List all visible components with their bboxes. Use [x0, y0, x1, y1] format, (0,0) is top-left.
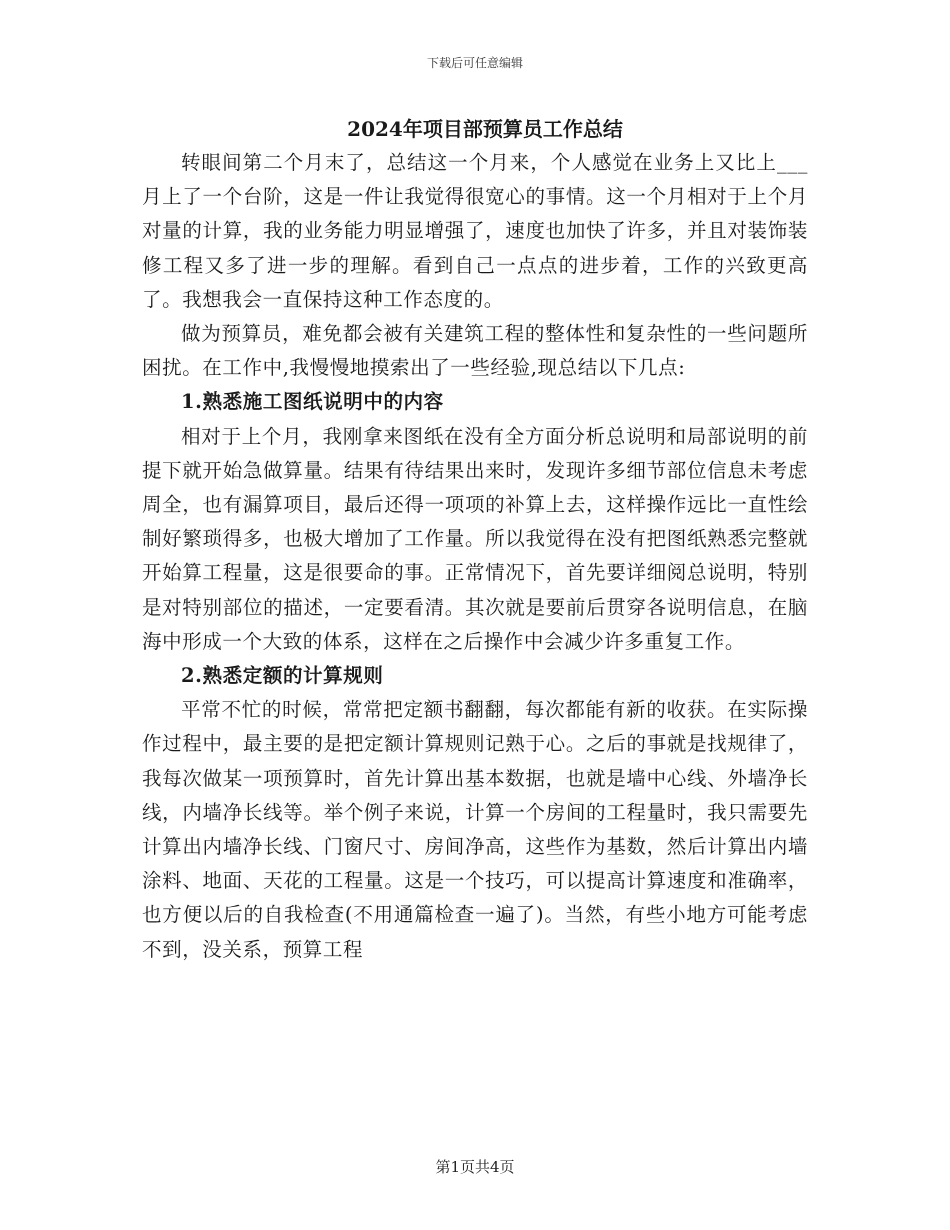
intro-paragraph-1: 转眼间第二个月末了，总结这一个月来，个人感觉在业务上又比上___月上了一个台阶，这是一件让我觉得很宽心的事情。这一个月相对于上个月对量的计算，我的业务能力明显增强了，速度也加快了许多，并且对装饰装修工程又多了进一步的理解。看到自己一点点的进步着，工作的兴致更高了。我想我会一直保持这种工作态度的。 [142, 151, 808, 311]
section-1-paragraph: 相对于上个月，我刚拿来图纸在没有全方面分析总说明和局部说明的前提下就开始急做算量。结果有待结果出来时，发现许多细节部位信息未考虑周全，也有漏算项目，最后还得一项项的补算上去，这样操作远比一直性绘制好繁琐得多，也极大增加了工作量。所以我觉得在没有把图纸熟悉完整就开始算工程量，这是很要命的事。正常情况下，首先要详细阅总说明，特别是对特别部位的描述，一定要看清。其次就是要前后贯穿各说明信息，在脑海中形成一个大致的体系，这样在之后操作中会减少许多重复工作。 [142, 424, 808, 653]
header-note: 下载后可任意编辑 [426, 56, 523, 70]
document-body [142, 112, 808, 967]
section-2-heading: 2.熟悉定额的计算规则 [181, 664, 384, 688]
intro-paragraph-2: 做为预算员，难免都会被有关建筑工程的整体性和复杂性的一些问题所困扰。在工作中,我慢慢地摸索出了一些经验,现总结以下几点: [142, 322, 808, 380]
section-1-heading: 1.熟悉施工图纸说明中的内容 [181, 390, 444, 414]
page-number: 第1页共4页 [435, 1158, 515, 1176]
section-2-paragraph: 平常不忙的时候，常常把定额书翻翻，每次都能有新的收获。在实际操作过程中，最主要的是把定额计算规则记熟于心。之后的事就是找规律了，我每次做某一项预算时，首先计算出基本数据，也就是墙中心线、外墙净长线，内墙净长线等。举个例子来说，计算一个房间的工程量时，我只需要先计算出内墙净长线、门窗尺寸、房间净高，这些作为基数，然后计算出内墙涂料、地面、天花的工程量。这是一个技巧，可以提高计算速度和准确率，也方便以后的自我检查(不用通篇检查一遍了)。当然，有些小地方可能考虑不到，没关系，预算工程 [142, 698, 808, 961]
document-title: 2024年项目部预算员工作总结 [347, 117, 623, 141]
